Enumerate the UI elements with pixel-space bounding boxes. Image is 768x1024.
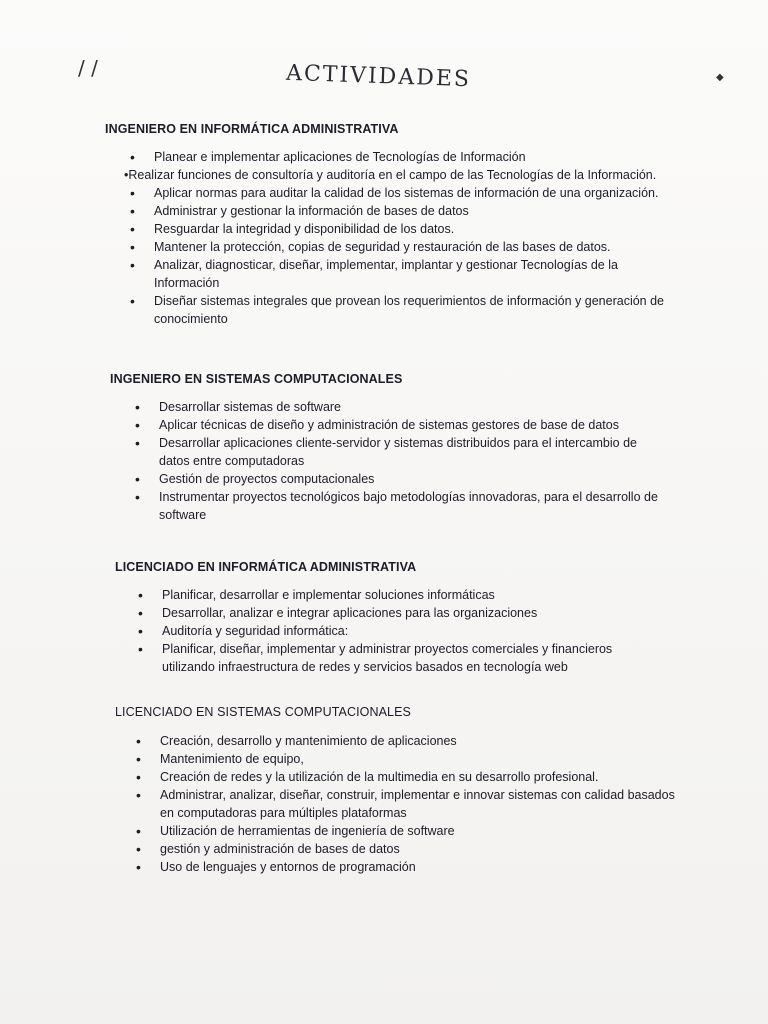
section-list-ing-informatica-admin	[124, 148, 675, 328]
list-item: • Auditoría y seguridad informática:	[138, 622, 658, 640]
section-list-ing-sistemas	[135, 398, 665, 524]
list-item: • Utilización de herramientas de ingeniería de software	[136, 822, 676, 840]
section-title-lic-informatica-admin: LICENCIADO EN INFORMÁTICA ADMINISTRATIVA	[115, 560, 417, 574]
list-item: • Mantener la protección, copias de seguridad y restauración de las bases de datos.	[130, 238, 675, 256]
section-title-ing-sistemas: INGENIERO EN SISTEMAS COMPUTACIONALES	[110, 372, 403, 386]
list-item: • Planificar, diseñar, implementar y administrar proyectos comerciales y financieros utilizando infraestructura de redes y servicios basados en tecnología web	[138, 640, 658, 676]
list-item: • Planificar, desarrollar e implementar soluciones informáticas	[138, 586, 658, 604]
list-item: • Planear e implementar aplicaciones de Tecnologías de Información	[130, 148, 675, 166]
list-item: • Instrumentar proyectos tecnológicos bajo metodologías innovadoras, para el desarrollo de software	[135, 488, 665, 524]
list-item: • Resguardar la integridad y disponibilidad de los datos.	[130, 220, 675, 238]
list-item: • Uso de lenguajes y entornos de programación	[136, 858, 676, 876]
section-title-lic-sistemas: LICENCIADO EN SISTEMAS COMPUTACIONALES	[115, 705, 411, 719]
list-item: • gestión y administración de bases de datos	[136, 840, 676, 858]
list-item: • Creación de redes y la utilización de la multimedia en su desarrollo profesional.	[136, 768, 676, 786]
list-item: • Administrar y gestionar la información de bases de datos	[130, 202, 675, 220]
ink-dot-mark: ◆	[716, 72, 724, 83]
list-item: • Aplicar técnicas de diseño y administración de sistemas gestores de base de datos	[135, 416, 665, 434]
list-item: • Aplicar normas para auditar la calidad de los sistemas de información de una organización.	[130, 184, 675, 202]
section-title-ing-informatica-admin: INGENIERO EN INFORMÁTICA ADMINISTRATIVA	[105, 122, 399, 136]
section-list-lic-sistemas	[136, 732, 676, 876]
list-item: • Analizar, diagnosticar, diseñar, implementar, implantar y gestionar Tecnologías de la Información	[130, 256, 675, 292]
list-item: • Mantenimiento de equipo,	[136, 750, 676, 768]
list-item: • Creación, desarrollo y mantenimiento de aplicaciones	[136, 732, 676, 750]
list-item: •Realizar funciones de consultoría y auditoría en el campo de las Tecnologías de la Información.	[124, 168, 657, 182]
section-list-lic-informatica-admin	[138, 586, 658, 676]
list-item: • Desarrollar sistemas de software	[135, 398, 665, 416]
list-item: • Administrar, analizar, diseñar, construir, implementar e innovar sistemas con calidad basados en computadoras para múltiples plataformas	[136, 786, 676, 822]
list-item: • Diseñar sistemas integrales que provean los requerimientos de información y generación de conocimiento	[130, 292, 675, 328]
page-title: ACTIVIDADES	[285, 60, 472, 93]
list-item: • Desarrollar, analizar e integrar aplicaciones para las organizaciones	[138, 604, 658, 622]
list-item: • Desarrollar aplicaciones cliente-servidor y sistemas distribuidos para el intercambio de datos entre computadoras	[135, 434, 665, 470]
list-item: • Gestión de proyectos computacionales	[135, 470, 665, 488]
pen-stroke-mark: / /	[78, 56, 98, 80]
